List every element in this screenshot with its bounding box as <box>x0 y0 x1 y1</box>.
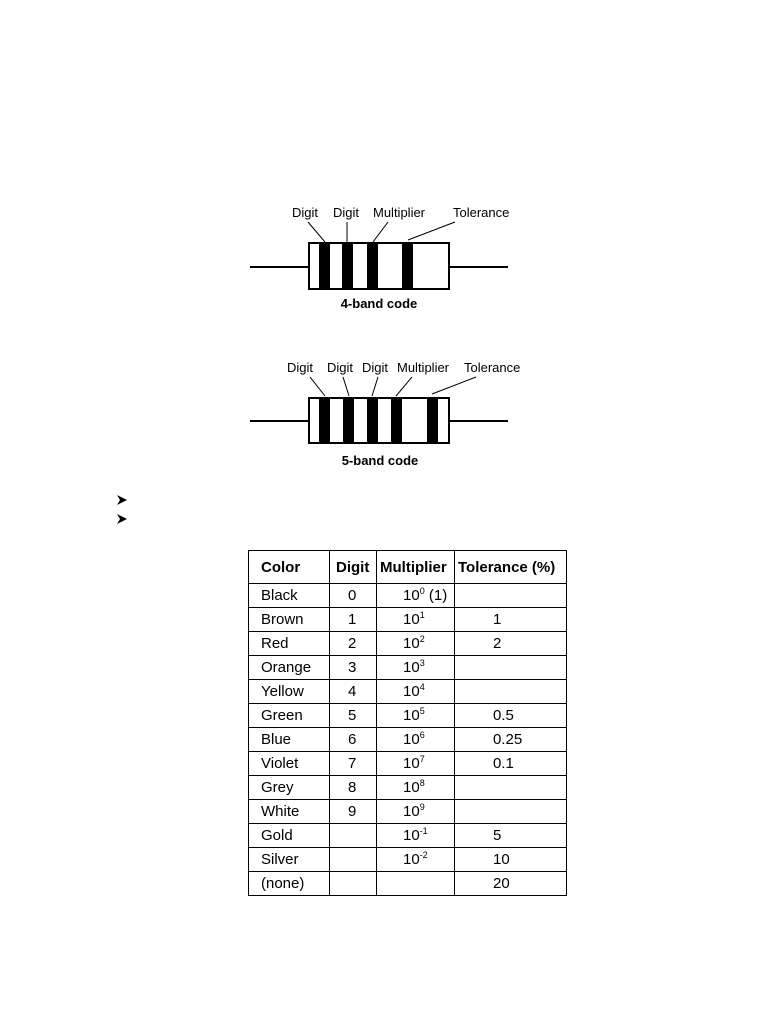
pointer-line <box>408 222 455 240</box>
cell-color: Brown <box>249 608 330 632</box>
arrow-bullet-icon <box>116 513 128 525</box>
multiplier-exponent: 9 <box>419 802 425 812</box>
pointer-line <box>372 377 378 396</box>
cell-tolerance: 5 <box>455 824 567 848</box>
cell-tolerance: 0.1 <box>455 752 567 776</box>
cell-color: Grey <box>249 776 330 800</box>
multiplier-suffix: (1) <box>424 587 448 604</box>
cell-tolerance <box>455 584 567 608</box>
color-band <box>319 398 330 443</box>
cell-tolerance <box>455 800 567 824</box>
four-band-caption: 4-band code <box>340 296 418 311</box>
multiplier-base: 10 <box>403 803 420 820</box>
table-row <box>249 872 567 896</box>
table-header-row <box>249 551 567 584</box>
color-band <box>343 398 354 443</box>
five-band-resistor <box>250 360 520 468</box>
multiplier-exponent: 6 <box>419 730 425 740</box>
cell-color: Black <box>249 584 330 608</box>
cell-color: Blue <box>249 728 330 752</box>
cell-multiplier <box>377 872 455 896</box>
table-row <box>249 608 567 632</box>
multiplier-base: 10 <box>403 587 420 604</box>
five-band-label-digit-1: Digit <box>287 360 314 375</box>
multiplier-exponent: 3 <box>419 658 425 668</box>
cell-color: (none) <box>249 872 330 896</box>
bullet-item <box>116 513 128 525</box>
header-digit: Digit <box>330 551 377 584</box>
four-band-label-multiplier: Multiplier <box>373 205 426 220</box>
cell-digit: 6 <box>330 728 377 752</box>
cell-tolerance: 20 <box>455 872 567 896</box>
cell-color: Yellow <box>249 680 330 704</box>
cell-multiplier <box>377 584 455 608</box>
multiplier-base: 10 <box>403 731 420 748</box>
multiplier-base: 10 <box>403 635 420 652</box>
cell-digit: 0 <box>330 584 377 608</box>
cell-color: Silver <box>249 848 330 872</box>
cell-color: Orange <box>249 656 330 680</box>
cell-multiplier <box>377 752 455 776</box>
cell-digit <box>330 848 377 872</box>
cell-digit: 7 <box>330 752 377 776</box>
cell-digit <box>330 872 377 896</box>
cell-multiplier <box>377 824 455 848</box>
pointer-line <box>308 222 325 242</box>
pointer-line <box>396 377 412 396</box>
cell-tolerance: 1 <box>455 608 567 632</box>
five-band-label-multiplier: Multiplier <box>397 360 450 375</box>
color-code-table <box>248 550 567 896</box>
header-multiplier: Multiplier <box>377 551 455 584</box>
multiplier-base: 10 <box>403 851 420 868</box>
four-band-label-digit-1: Digit <box>292 205 319 220</box>
header-color: Color <box>249 551 330 584</box>
cell-multiplier <box>377 704 455 728</box>
cell-tolerance <box>455 680 567 704</box>
cell-digit: 9 <box>330 800 377 824</box>
cell-tolerance: 10 <box>455 848 567 872</box>
cell-digit <box>330 824 377 848</box>
multiplier-base: 10 <box>403 755 420 772</box>
cell-tolerance: 0.5 <box>455 704 567 728</box>
table-row <box>249 848 567 872</box>
color-band <box>402 243 413 289</box>
pointer-line <box>310 377 325 396</box>
cell-color: Violet <box>249 752 330 776</box>
table-row <box>249 776 567 800</box>
five-band-label-digit-3: Digit <box>362 360 389 375</box>
multiplier-exponent: 2 <box>419 634 425 644</box>
arrow-bullet-icon <box>116 494 128 506</box>
multiplier-exponent: 5 <box>419 706 425 716</box>
table-row <box>249 800 567 824</box>
color-band <box>367 398 378 443</box>
cell-multiplier <box>377 656 455 680</box>
table-row <box>249 656 567 680</box>
cell-color: Red <box>249 632 330 656</box>
pointer-line <box>373 222 388 242</box>
header-tolerance: Tolerance (%) <box>455 551 567 584</box>
table-row <box>249 584 567 608</box>
cell-digit: 3 <box>330 656 377 680</box>
resistor-diagrams <box>0 0 768 490</box>
cell-tolerance <box>455 776 567 800</box>
pointer-line <box>432 377 476 394</box>
multiplier-exponent: 1 <box>419 610 425 620</box>
multiplier-exponent: 0 <box>419 586 425 596</box>
four-band-resistor <box>250 205 509 311</box>
four-band-label-digit-2: Digit <box>333 205 360 220</box>
multiplier-exponent: 7 <box>419 754 425 764</box>
cell-multiplier <box>377 776 455 800</box>
color-band <box>342 243 353 289</box>
cell-multiplier <box>377 632 455 656</box>
multiplier-exponent: 8 <box>419 778 425 788</box>
five-band-caption: 5-band code <box>341 453 419 468</box>
multiplier-base: 10 <box>403 683 420 700</box>
cell-multiplier <box>377 728 455 752</box>
table-body <box>249 584 567 896</box>
cell-color: White <box>249 800 330 824</box>
table-row <box>249 824 567 848</box>
color-band <box>367 243 378 289</box>
table-row <box>249 752 567 776</box>
cell-multiplier <box>377 680 455 704</box>
cell-multiplier <box>377 608 455 632</box>
color-band <box>427 398 438 443</box>
five-band-label-tolerance: Tolerance <box>464 360 521 375</box>
cell-color: Green <box>249 704 330 728</box>
table-row <box>249 632 567 656</box>
cell-digit: 2 <box>330 632 377 656</box>
bullet-item <box>116 494 128 506</box>
cell-digit: 4 <box>330 680 377 704</box>
cell-digit: 1 <box>330 608 377 632</box>
cell-digit: 8 <box>330 776 377 800</box>
multiplier-exponent: -1 <box>419 826 428 836</box>
cell-tolerance: 0.25 <box>455 728 567 752</box>
multiplier-base: 10 <box>403 611 420 628</box>
cell-multiplier <box>377 800 455 824</box>
multiplier-base: 10 <box>403 779 420 796</box>
table-row <box>249 680 567 704</box>
color-band <box>391 398 402 443</box>
color-band <box>319 243 330 289</box>
multiplier-exponent: 4 <box>419 682 425 692</box>
four-band-label-tolerance: Tolerance <box>453 205 510 220</box>
multiplier-base: 10 <box>403 659 420 676</box>
cell-multiplier <box>377 848 455 872</box>
five-band-label-digit-2: Digit <box>327 360 354 375</box>
cell-digit: 5 <box>330 704 377 728</box>
pointer-line <box>343 377 349 396</box>
cell-tolerance: 2 <box>455 632 567 656</box>
multiplier-base: 10 <box>403 827 420 844</box>
table-row <box>249 728 567 752</box>
multiplier-exponent: -2 <box>419 850 428 860</box>
cell-color: Gold <box>249 824 330 848</box>
multiplier-base: 10 <box>403 707 420 724</box>
cell-tolerance <box>455 656 567 680</box>
table-row <box>249 704 567 728</box>
